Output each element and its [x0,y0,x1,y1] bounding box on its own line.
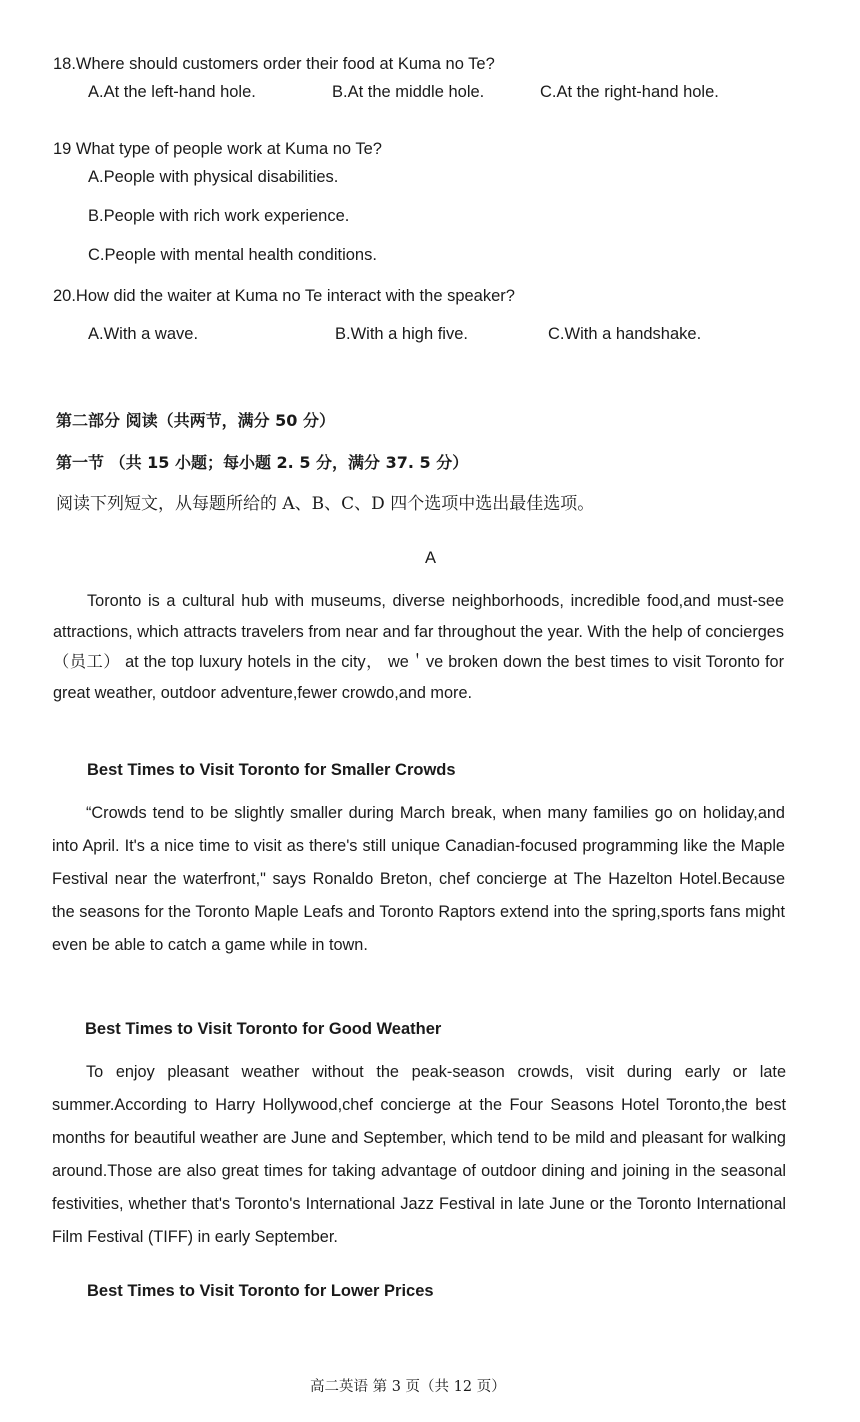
section-title-lower-prices: Best Times to Visit Toronto for Lower Prices [87,1282,434,1300]
question-19-option-b: B.People with rich work experience. [88,207,350,225]
part-two-heading: 第二部分 阅读（共两节，满分 50 分） [56,411,335,430]
question-19-option-a: A.People with physical disabilities. [88,168,339,186]
question-20-option-c: C.With a handshake. [548,325,702,343]
section-body-smaller-crowds: “Crowds tend to be slightly smaller during March break, when many families go on holiday,and into April. It's a nice time to visit as there's still unique Canadian-focused programming like the Maple Festival near the waterfront," says Ronaldo Breton, chef concierge at The Hazelton Hotel.Because the seasons for the Toronto Maple Leafs and Toronto Raptors extend into the spring,sports fans might even be able to catch a game while in town. [52,804,785,954]
question-20-option-b: B.With a high five. [335,325,468,343]
question-18-stem: 18.Where should customers order their food at Kuma no Te? [53,55,495,73]
passage-intro: Toronto is a cultural hub with museums, diverse neighborhoods, incredible food,and must-see attractions, which attracts travelers from near and far throughout the year. With the help of concierges （员工） at the top luxury hotels in the city， we＇ve broken down the best times to visit Toronto for great weather, outdoor adventure,fewer crowdo,and more. [53,592,784,702]
question-19-stem: 19 What type of people work at Kuma no Te? [53,140,382,158]
section-one-heading: 第一节 （共 15 小题；每小题 2. 5 分，满分 37. 5 分） [56,453,469,472]
question-20-stem: 20.How did the waiter at Kuma no Te interact with the speaker? [53,287,515,305]
page-footer: 高二英语 第 3 页（共 12 页） [310,1379,506,1395]
question-19-option-c: C.People with mental health conditions. [88,246,377,264]
reading-instructions: 阅读下列短文，从每题所给的 A、B、C、D 四个选项中选出最佳选项。 [56,494,595,514]
question-20-option-a: A.With a wave. [88,325,199,343]
question-18-option-b: B.At the middle hole. [332,83,485,101]
passage-letter: A [425,549,437,567]
question-18-option-a: A.At the left-hand hole. [88,83,256,101]
section-title-good-weather: Best Times to Visit Toronto for Good Weather [85,1020,442,1038]
question-18-option-c: C.At the right-hand hole. [540,83,719,101]
section-title-smaller-crowds: Best Times to Visit Toronto for Smaller Crowds [87,761,456,779]
section-body-good-weather: To enjoy pleasant weather without the peak-season crowds, visit during early or late summer.According to Harry Hollywood,chef concierge at the Four Seasons Hotel Toronto,the best months for beautiful weather are June and September, which tend to be mild and pleasant for walking around.Those are also great times for taking advantage of outdoor dining and joining in the seasonal festivities, whether that's Toronto's International Jazz Festival in late June or the Toronto International Film Festival (TIFF) in early September. [52,1063,786,1246]
